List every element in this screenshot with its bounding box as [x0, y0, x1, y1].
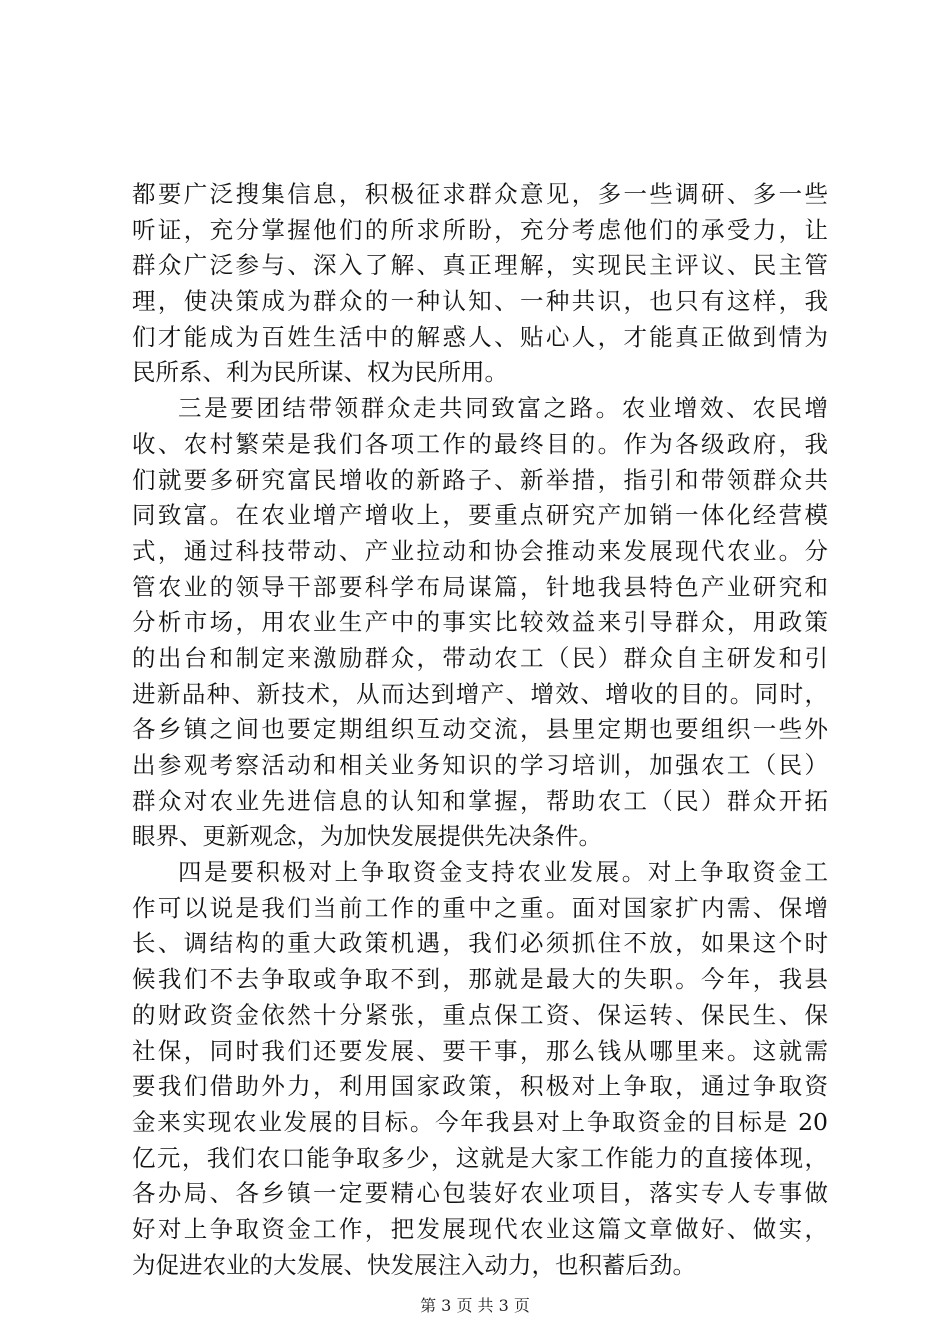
text-line: 同致富。在农业增产增收上，要重点研究产加销一体化经营模	[132, 501, 828, 530]
text-line: 的出台和制定来激励群众，带动农工（民）群众自主研发和引	[132, 643, 828, 672]
text-line: 长、调结构的重大政策机遇，我们必须抓住不放，如果这个时	[132, 929, 828, 958]
text-line: 四是要积极对上争取资金支持农业发展。对上争取资金工	[178, 858, 828, 887]
text-line: 亿元，我们农口能争取多少，这就是大家工作能力的直接体现，	[132, 1143, 828, 1172]
text-line: 管农业的领导干部要科学布局谋篇，针地我县特色产业研究和	[132, 572, 828, 601]
text-line: 各乡镇之间也要定期组织互动交流，县里定期也要组织一些外	[132, 715, 828, 744]
text-line: 分析市场，用农业生产中的事实比较效益来引导群众，用政策	[132, 608, 828, 637]
text-line: 进新品种、新技术，从而达到增产、增效、增收的目的。同时，	[132, 679, 828, 708]
text-line: 金来实现农业发展的目标。今年我县对上争取资金的目标是 20	[132, 1107, 828, 1136]
document-body	[132, 177, 828, 1283]
text-line: 的财政资金依然十分紧张，重点保工资、保运转、保民生、保	[132, 1000, 828, 1029]
text-line: 们就要多研究富民增收的新路子、新举措，指引和带领群众共	[132, 465, 828, 494]
text-line: 民所系、利为民所谋、权为民所用。	[132, 358, 508, 387]
text-line: 候我们不去争取或争取不到，那就是最大的失职。今年，我县	[132, 965, 828, 994]
text-line: 社保，同时我们还要发展、要干事，那么钱从哪里来。这就需	[132, 1036, 828, 1065]
text-line: 听证，充分掌握他们的所求所盼，充分考虑他们的承受力，让	[132, 215, 828, 244]
text-line: 各办局、各乡镇一定要精心包装好农业项目，落实专人专事做	[132, 1179, 828, 1208]
page-footer: 第 3 页 共 3 页	[420, 1296, 530, 1315]
text-line: 收、农村繁荣是我们各项工作的最终目的。作为各级政府，我	[132, 429, 828, 458]
text-line: 为促进农业的大发展、快发展注入动力，也积蓄后劲。	[132, 1250, 696, 1279]
text-line: 要我们借助外力，利用国家政策，积极对上争取，通过争取资	[132, 1072, 828, 1101]
text-line: 群众广泛参与、深入了解、真正理解，实现民主评议、民主管	[132, 251, 828, 280]
text-line: 作可以说是我们当前工作的重中之重。面对国家扩内需、保增	[132, 893, 828, 922]
text-line: 理，使决策成为群众的一种认知、一种共识，也只有这样，我	[132, 287, 828, 316]
text-line: 们才能成为百姓生活中的解惑人、贴心人，才能真正做到情为	[132, 322, 828, 351]
text-line: 出参观考察活动和相关业务知识的学习培训，加强农工（民）	[132, 751, 828, 779]
text-line: 好对上争取资金工作，把发展现代农业这篇文章做好、做实，	[132, 1214, 828, 1243]
text-line: 式，通过科技带动、产业拉动和协会推动来发展现代农业。分	[132, 536, 828, 565]
text-line: 三是要团结带领群众走共同致富之路。农业增效、农民增	[178, 394, 828, 423]
text-line: 群众对农业先进信息的认知和掌握，帮助农工（民）群众开拓	[132, 786, 828, 815]
text-line: 都要广泛搜集信息，积极征求群众意见，多一些调研、多一些	[132, 180, 828, 208]
text-line: 眼界、更新观念，为加快发展提供先决条件。	[132, 822, 602, 851]
